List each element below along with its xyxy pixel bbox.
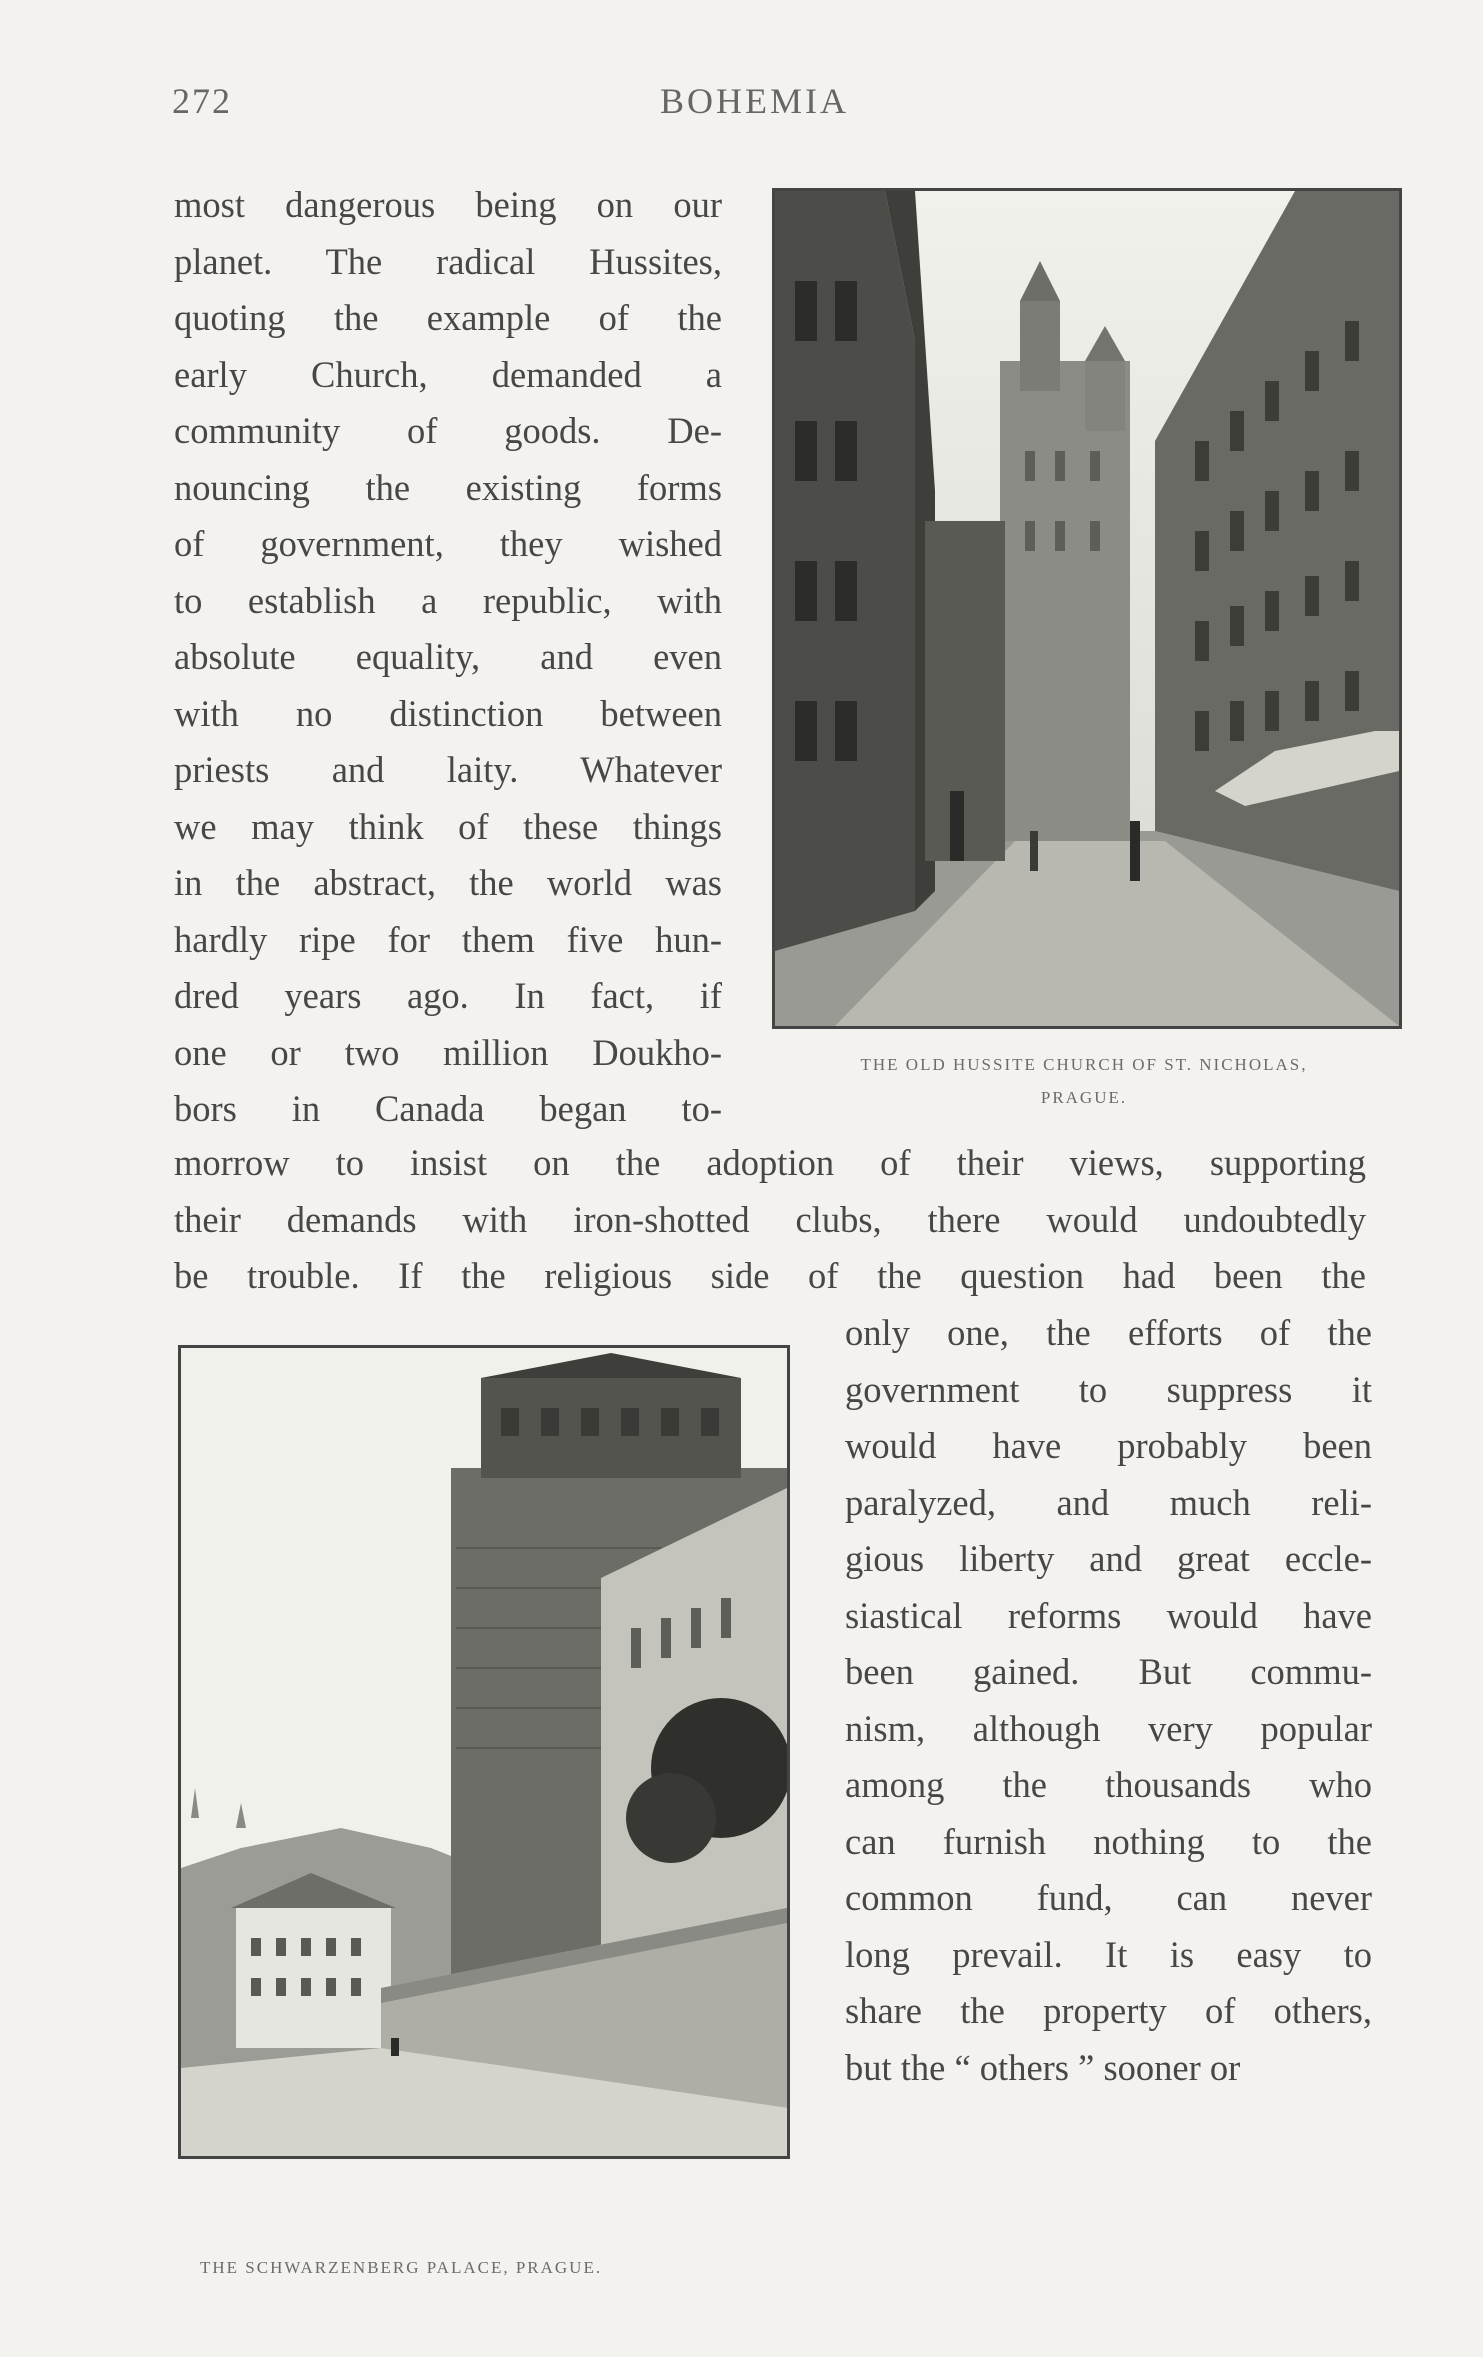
text-line: hardly ripe for them five hun-	[174, 918, 722, 960]
text-line: be trouble. If the religious side of the question had been the	[174, 1255, 1366, 1296]
text-line: among the thousands who	[845, 1764, 1372, 1805]
text-line: siastical reforms would have	[845, 1594, 1372, 1636]
photo-caption-st-nicholas	[772, 1048, 1396, 1114]
text-line: one or two million Doukho-	[174, 1031, 722, 1073]
text-line: nouncing the existing forms	[174, 466, 722, 508]
text-line: community of goods. De-	[174, 410, 722, 451]
running-title: BOHEMIA	[660, 81, 849, 121]
text-line: nism, although very popular	[845, 1707, 1372, 1749]
text-line: common fund, can never	[845, 1877, 1372, 1918]
text-line: can furnish nothing to the	[845, 1820, 1372, 1862]
text-line: government to suppress it	[845, 1368, 1372, 1410]
text-line: most dangerous being on our	[174, 184, 722, 225]
text-line: gious liberty and great eccle-	[845, 1538, 1372, 1579]
text-line: morrow to insist on the adoption of their views, supporting	[174, 1142, 1366, 1183]
text-line: with no distinction between	[174, 692, 722, 734]
text-line: share the property of others,	[845, 1990, 1372, 2031]
text-line: only one, the efforts of the	[845, 1312, 1372, 1353]
text-line: bors in Canada began to-	[174, 1088, 722, 1129]
caption-line: THE OLD HUSSITE CHURCH OF ST. NICHOLAS,	[860, 1055, 1308, 1074]
text-line: would have probably been	[845, 1425, 1372, 1466]
caption-line: PRAGUE.	[1040, 1088, 1128, 1107]
text-full-width	[174, 1135, 1366, 1305]
photo-schwarzenberg-palace	[178, 1345, 790, 2159]
text-line: absolute equality, and even	[174, 636, 722, 677]
text-line: planet. The radical Hussites,	[174, 240, 722, 282]
photo-st-nicholas-church	[772, 188, 1402, 1029]
page-number: 272	[172, 81, 232, 121]
text-line: of government, they wished	[174, 523, 722, 564]
text-line: we may think of these things	[174, 805, 722, 847]
text-line: priests and laity. Whatever	[174, 749, 722, 790]
text-line: but the “ others ” sooner or	[845, 2046, 1241, 2088]
text-line: early Church, demanded a	[174, 353, 722, 395]
text-line: in the abstract, the world was	[174, 862, 722, 903]
text-line: long prevail. It is easy to	[845, 1933, 1372, 1975]
text-line: quoting the example of the	[174, 297, 722, 338]
photo-caption-schwarzenberg: THE SCHWARZENBERG PALACE, PRAGUE.	[200, 2258, 603, 2277]
text-line: paralyzed, and much reli-	[845, 1481, 1372, 1523]
text-column-left	[174, 177, 722, 1138]
text-line: dred years ago. In fact, if	[174, 975, 722, 1016]
text-column-right	[845, 1305, 1372, 2096]
text-line: been gained. But commu-	[845, 1651, 1372, 1692]
text-line: their demands with iron-shotted clubs, there would undoubtedly	[174, 1198, 1366, 1240]
text-line: to establish a republic, with	[174, 579, 722, 621]
